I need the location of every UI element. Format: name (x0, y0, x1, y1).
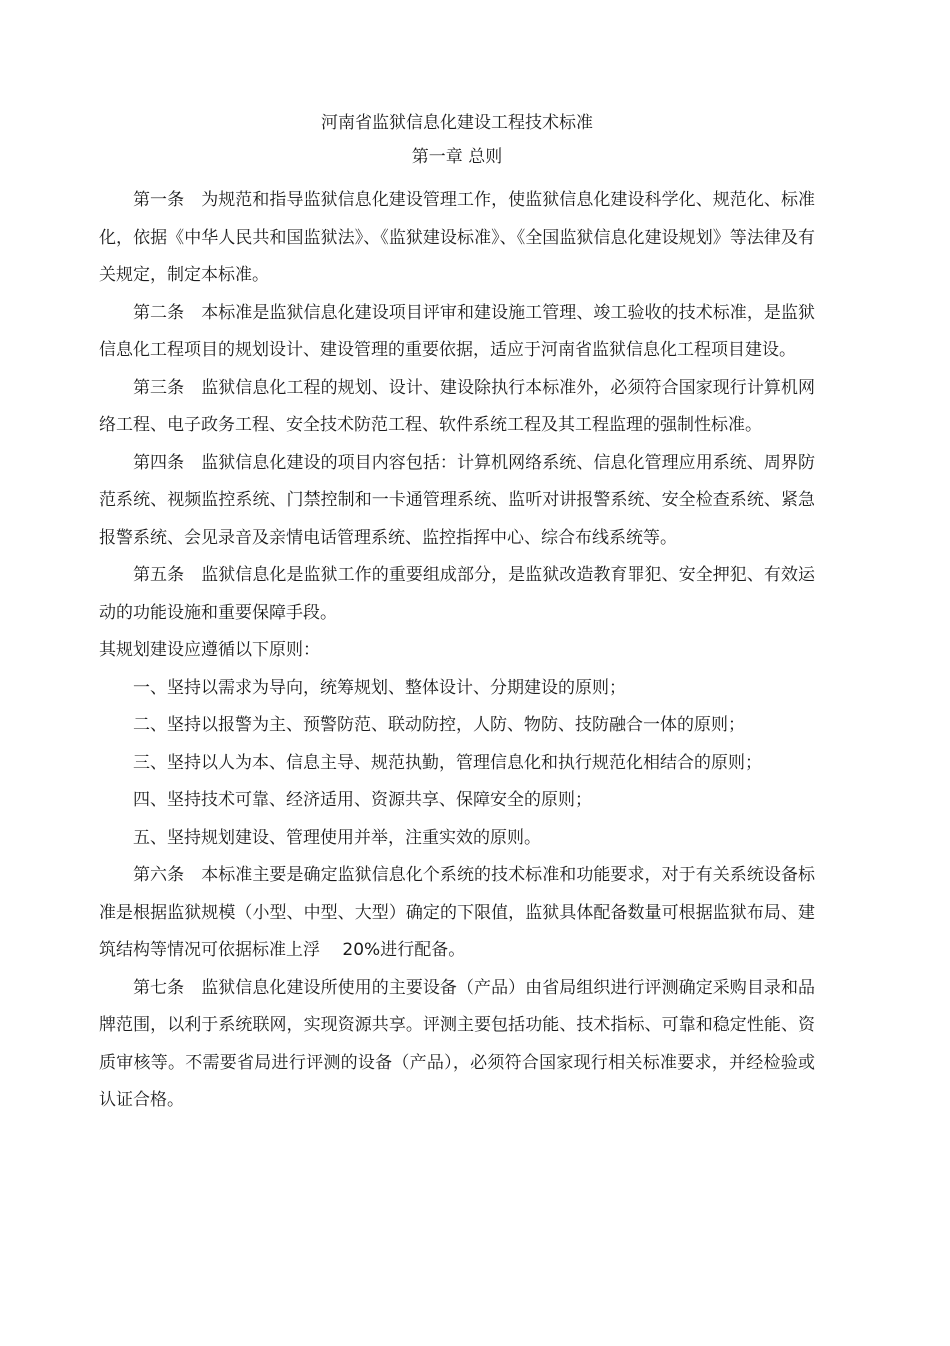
article-5: 第五条 监狱信息化是监狱工作的重要组成部分，是监狱改造教育罪犯、安全押犯、有效运动的功能设施和重要保障手段。 (99, 565, 815, 623)
document-page (99, 108, 815, 1120)
principle-1: 一、坚持以需求为导向，统筹规划、整体设计、分期建设的原则； (133, 677, 626, 698)
principle-5: 五、坚持规划建设、管理使用并举，注重实效的原则。 (133, 827, 541, 848)
document-title: 河南省监狱信息化建设工程技术标准 (321, 113, 593, 133)
article-4: 第四条 监狱信息化建设的项目内容包括：计算机网络系统、信息化管理应用系统、周界防范系统、视频监控系统、门禁控制和一卡通管理系统、监听对讲报警系统、安全检查系统、紧急报警系统、会见录音及亲情电话管理系统、监控指挥中心、综合布线系统等。 (99, 452, 815, 548)
principle-2: 二、坚持以报警为主、预警防范、联动防控，人防、物防、技防融合一体的原则； (133, 715, 745, 735)
chapter-heading: 第一章 总则 (411, 147, 503, 167)
article-2: 第二条 本标准是监狱信息化建设项目评审和建设施工管理、竣工验收的技术标准，是监狱信息化工程项目的规划设计、建设管理的重要依据，适应于河南省监狱信息化工程项目建设。 (99, 302, 815, 360)
principle-3: 三、坚持以人为本、信息主导、规范执勤，管理信息化和执行规范化相结合的原则； (133, 752, 762, 773)
article-7: 第七条 监狱信息化建设所使用的主要设备（产品）由省局组织进行评测确定采购目录和品牌范围，以利于系统联网，实现资源共享。评测主要包括功能、技术指标、可靠和稳定性能、资质审核等。不需要省局进行评测的设备（产品），必须符合国家现行相关标准要求，并经检验或认证合格。 (99, 977, 815, 1110)
article-1: 第一条 为规范和指导监狱信息化建设管理工作，使监狱信息化建设科学化、规范化、标准化，依据《中华人民共和国监狱法》、《监狱建设标准》、《全国监狱信息化建设规划》等法律及有关规定，制定本标准。 (99, 190, 815, 285)
article-3: 第三条 监狱信息化工程的规划、设计、建设除执行本标准外，必须符合国家现行计算机网络工程、电子政务工程、安全技术防范工程、软件系统工程及其工程监理的强制性标准。 (99, 377, 815, 435)
principle-4: 四、坚持技术可靠、经济适用、资源共享、保障安全的原则； (133, 790, 592, 810)
article-6: 第六条 本标准主要是确定监狱信息化个系统的技术标准和功能要求，对于有关系统设备标准是根据监狱规模（小型、中型、大型）确定的下限值，监狱具体配备数量可根据监狱布局、建筑结构等情况可依据标准上浮 20%进行配备。 (99, 865, 815, 960)
principles-intro: 其规划建设应遵循以下原则： (99, 640, 320, 660)
